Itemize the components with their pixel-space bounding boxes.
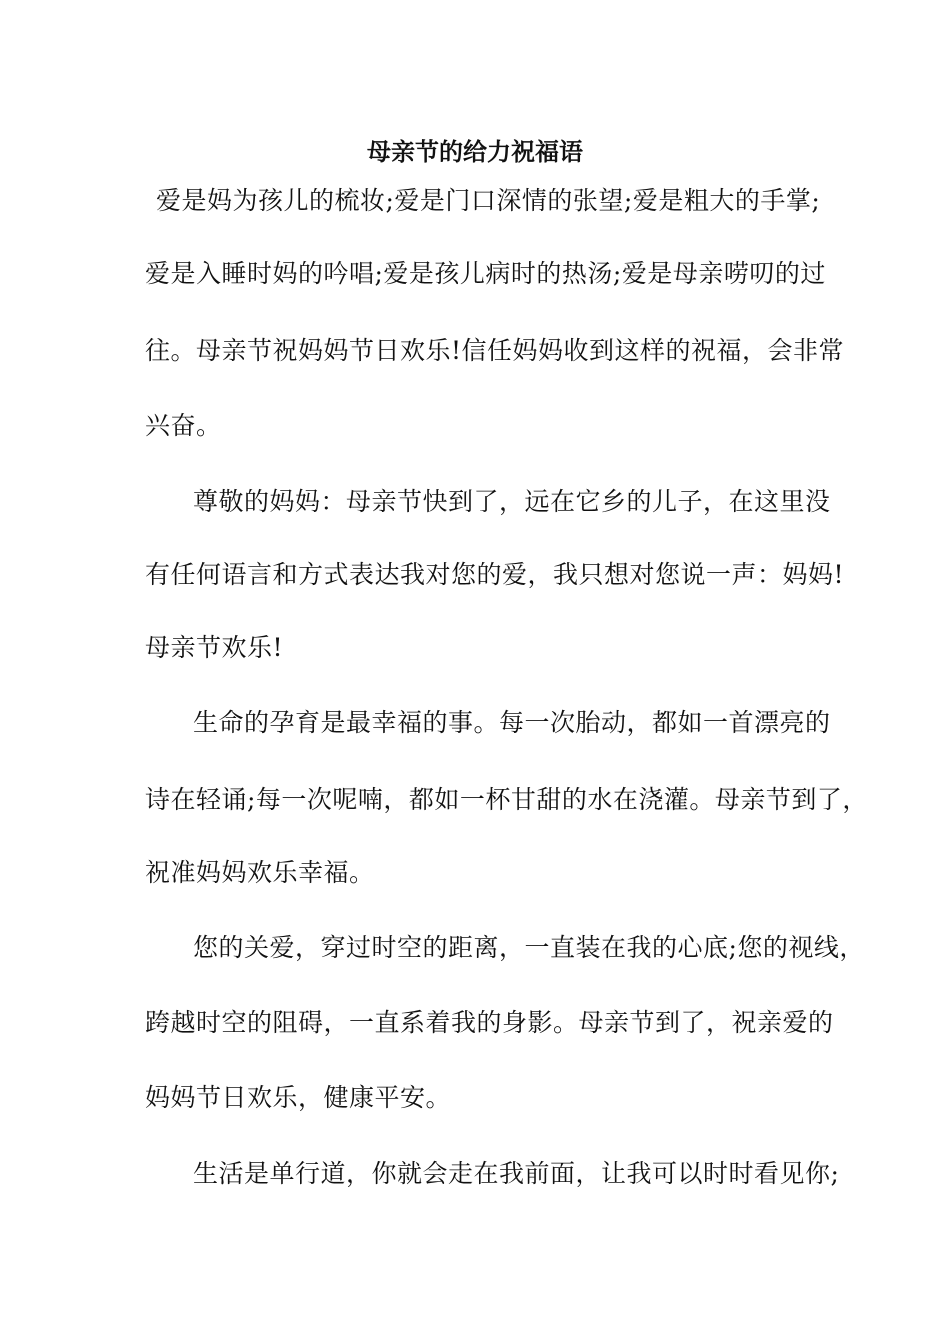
text-line: 诗在轻诵;每一次呢喃，都如一杯甘甜的水在浇灌。母亲节到了， [145,785,868,814]
text-line: 爱是妈为孩儿的梳妆;爱是门口深情的张望;爱是粗大的手掌; [156,186,821,215]
text-line: 往。母亲节祝妈妈节日欢乐!信任妈妈收到这样的祝福，会非常 [145,336,845,365]
text-line: 妈妈节日欢乐，健康平安。 [145,1083,452,1112]
text-line: 生命的孕育是最幸福的事。每一次胎动，都如一首漂亮的 [193,708,831,737]
text-line: 爱是入睡时妈的吟唱;爱是孩儿病时的热汤;爱是母亲唠叨的过 [145,259,826,288]
text-line: 兴奋。 [145,411,222,440]
text-line: 跨越时空的阻碍，一直系着我的身影。母亲节到了，祝亲爱的 [145,1008,834,1037]
text-line: 有任何语言和方式表达我对您的爱，我只想对您说一声：妈妈! [145,560,845,589]
text-line: 母亲节欢乐! [145,633,284,662]
text-line: 生活是单行道，你就会走在我前面，让我可以时时看见你; [193,1159,840,1188]
document-title: 母亲节的给力祝福语 [367,137,583,166]
text-line: 您的关爱，穿过时空的距离，一直装在我的心底;您的视线， [193,933,865,962]
text-line: 尊敬的妈妈：母亲节快到了，远在它乡的儿子，在这里没 [193,487,831,516]
text-line: 祝准妈妈欢乐幸福。 [145,858,375,887]
